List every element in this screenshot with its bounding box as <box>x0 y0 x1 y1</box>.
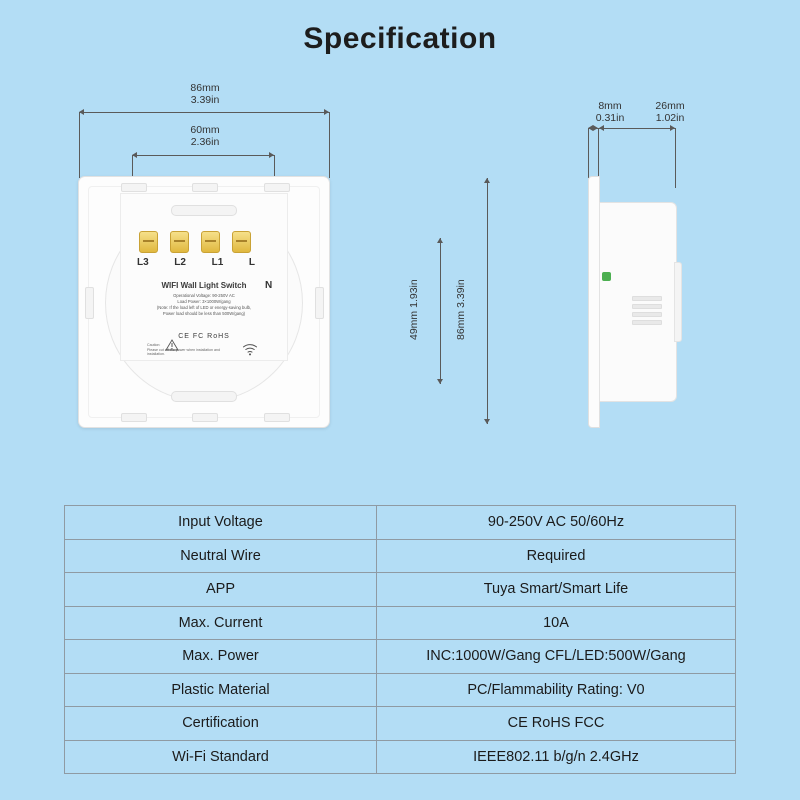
spec-value: CE RoHS FCC <box>376 707 735 741</box>
table-row <box>65 506 736 540</box>
spec-label: Input Voltage <box>65 506 377 540</box>
dim-plate-thickness: 8mm 0.31in <box>595 100 625 124</box>
spec-label: Plastic Material <box>65 673 377 707</box>
dim-line-body-depth <box>599 128 675 129</box>
terminal-screw <box>201 231 220 253</box>
terminal-labels <box>137 257 255 268</box>
switch-side-view <box>588 176 698 426</box>
terminal-label-n: N <box>265 280 273 291</box>
dim-inner-height: 49mm 1.93in <box>408 279 420 340</box>
spec-value: INC:1000W/Gang CFL/LED:500W/Gang <box>376 640 735 674</box>
ext-line-side-1 <box>588 128 589 178</box>
spec-value: 10A <box>376 606 735 640</box>
table-row <box>65 740 736 774</box>
dim-front-height: 86mm 3.39in <box>455 279 467 340</box>
terminal-screw <box>232 231 251 253</box>
clip-top-right <box>264 183 290 192</box>
arrow-up-front-height <box>484 178 490 183</box>
specification-table <box>64 505 736 774</box>
table-row <box>65 573 736 607</box>
dim-body-depth: 26mm 1.02in <box>655 100 685 124</box>
page-title: Specification <box>303 22 497 55</box>
terminal-screw-row <box>139 231 251 253</box>
terminal-screw <box>170 231 189 253</box>
dim-line-front-height <box>487 178 488 424</box>
spec-line-voltage: Operational Voltage: 90-250V AC <box>173 293 235 298</box>
spec-label: Neutral Wire <box>65 539 377 573</box>
spec-line-note-2: Power load should be less than 500W/gang) <box>162 311 246 316</box>
bottom-slot <box>171 391 237 402</box>
arrow-down-front-height <box>484 419 490 424</box>
terminal-label-l: L <box>248 257 255 268</box>
ext-line-front-left <box>79 112 80 178</box>
spec-value: 90-250V AC 50/60Hz <box>376 506 735 540</box>
specification-table-body <box>65 506 736 774</box>
spec-value: IEEE802.11 b/g/n 2.4GHz <box>376 740 735 774</box>
vent-slot <box>632 296 662 301</box>
clip-bottom-right <box>264 413 290 422</box>
spec-label: APP <box>65 573 377 607</box>
arrow-left-body-depth <box>599 125 604 131</box>
clip-bottom-left <box>121 413 147 422</box>
clip-top-mid <box>192 183 218 192</box>
spec-label: Wi-Fi Standard <box>65 740 377 774</box>
dim-inner-width: 60mm 2.36in <box>190 124 220 148</box>
table-row <box>65 673 736 707</box>
spec-value: Tuya Smart/Smart Life <box>376 573 735 607</box>
status-led-indicator <box>602 272 611 281</box>
table-row <box>65 539 736 573</box>
spec-label: Max. Current <box>65 606 377 640</box>
top-slot <box>171 205 237 216</box>
spec-line-note-1: (Note: If the load left of LED or energy-saving bulb, <box>156 305 252 310</box>
certification-marks: CE FC RoHS <box>178 333 230 340</box>
dim-line-front-width <box>79 112 329 113</box>
vent-slot <box>632 312 662 317</box>
wifi-icon <box>242 343 258 356</box>
table-row <box>65 707 736 741</box>
spec-value: Required <box>376 539 735 573</box>
vent-slot <box>632 320 662 325</box>
ext-line-side-2 <box>598 128 599 178</box>
dim-line-inner-height <box>440 238 441 384</box>
table-row <box>65 606 736 640</box>
table-row <box>65 640 736 674</box>
spec-value: PC/Flammability Rating: V0 <box>376 673 735 707</box>
warning-text-block <box>147 343 239 357</box>
model-title: WIFI Wall Light Switch <box>161 281 247 290</box>
vent-slot <box>632 304 662 309</box>
dim-front-width: 86mm 3.39in <box>190 82 220 106</box>
terminal-label-l3: L3 <box>137 257 149 268</box>
terminal-screw <box>139 231 158 253</box>
clip-top-left <box>121 183 147 192</box>
spec-label: Max. Power <box>65 640 377 674</box>
ext-line-front-right <box>329 112 330 178</box>
side-vents <box>632 296 662 318</box>
warning-title: Caution: <box>147 343 161 347</box>
dim-line-inner-width <box>132 155 274 156</box>
clip-bottom-mid <box>192 413 218 422</box>
front-spec-lines <box>79 293 329 317</box>
warning-text: Please cut off the power when installation and installation. <box>147 347 221 357</box>
switch-front-view <box>78 176 330 428</box>
spec-line-power: Load Power: 3×1000W/gang <box>177 299 231 304</box>
terminal-label-l2: L2 <box>174 257 186 268</box>
spec-label: Certification <box>65 707 377 741</box>
side-notch <box>674 262 682 342</box>
arrow-up-inner-height <box>437 238 443 243</box>
arrow-down-inner-height <box>437 379 443 384</box>
terminal-label-l1: L1 <box>211 257 224 268</box>
